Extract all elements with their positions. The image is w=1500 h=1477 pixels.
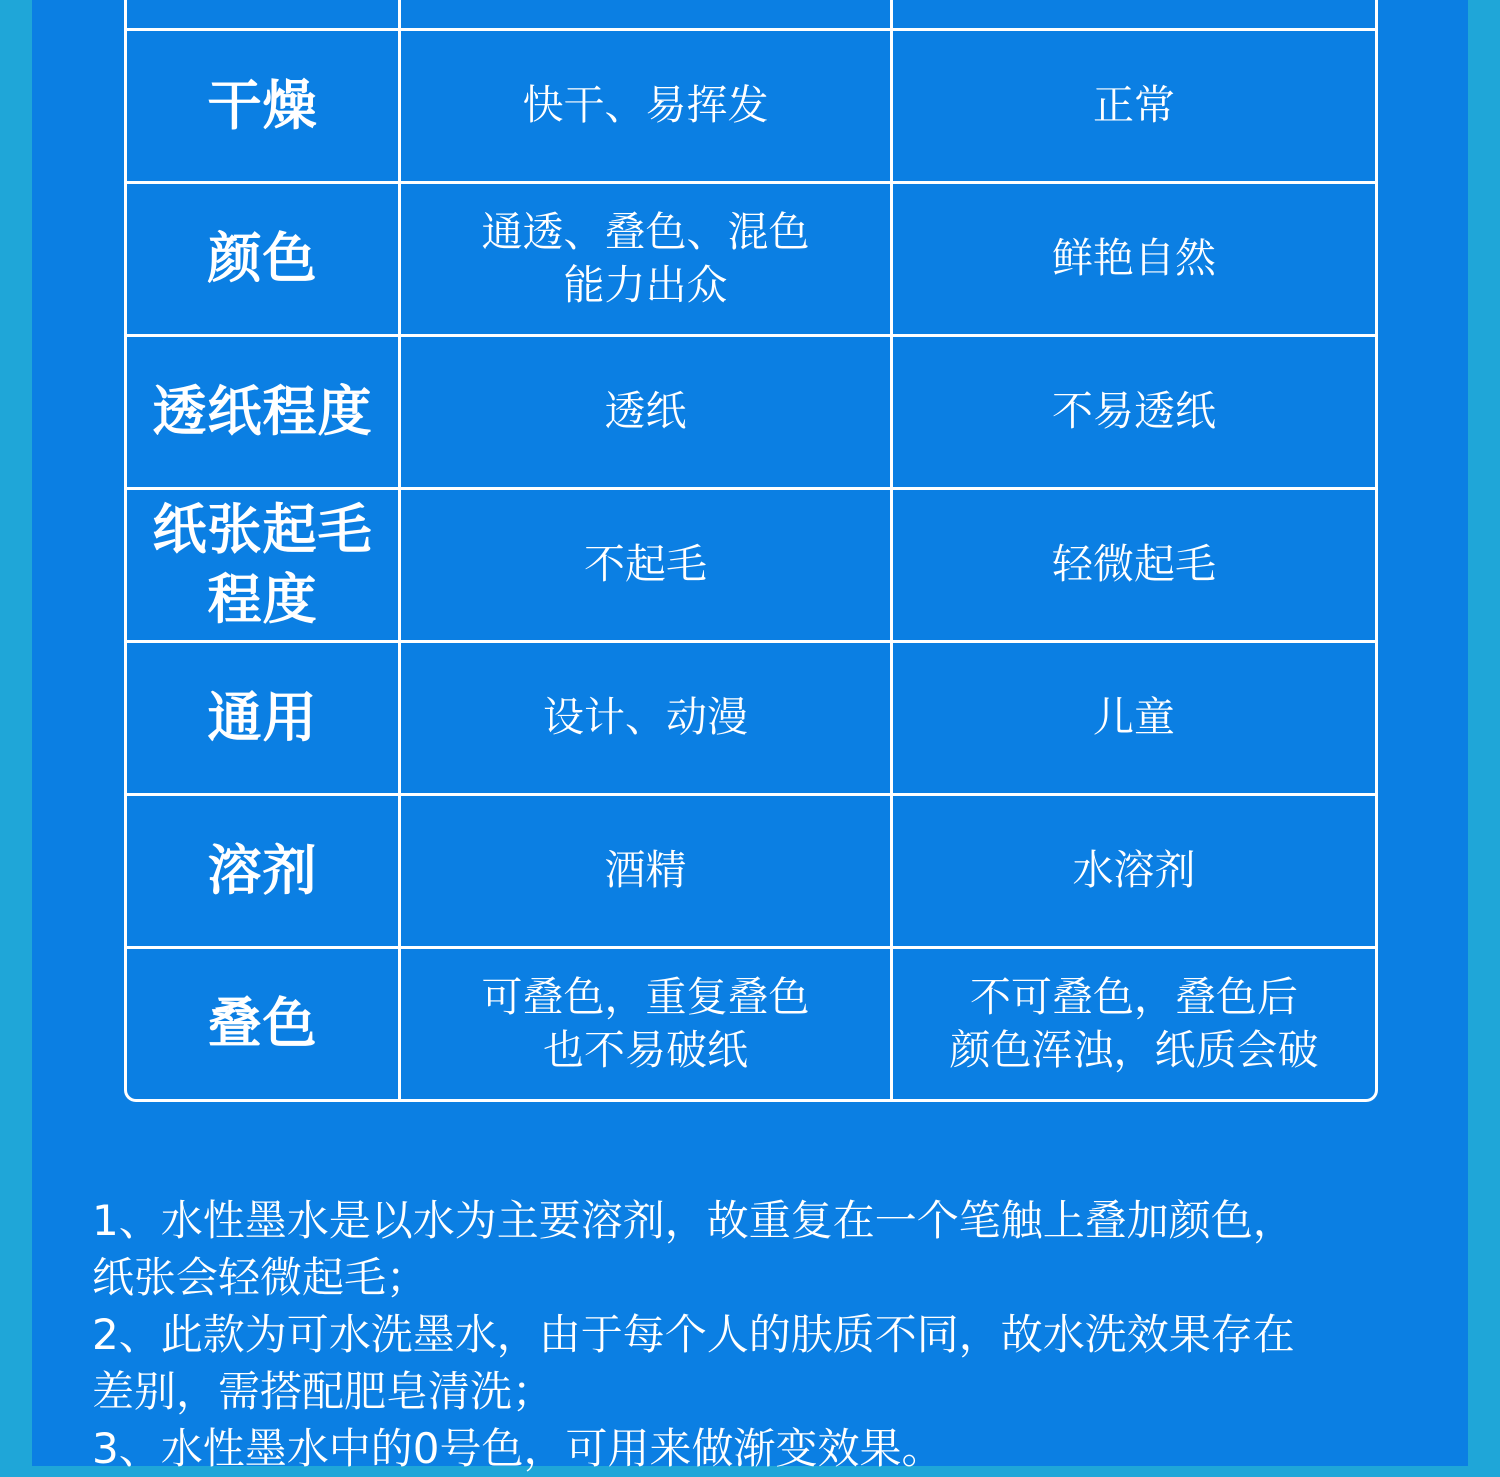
row-label-line: 纸张起毛 <box>152 497 373 561</box>
note-line: 2、此款为可水洗墨水，由于每个人的肤质不同，故水洗效果存在 <box>92 1310 1295 1359</box>
cell-water-solvent <box>893 793 1375 946</box>
note-line: 1、水性墨水是以水为主要溶剂，故重复在一个笔触上叠加颜色， <box>92 1196 1295 1245</box>
cell-line: 酒精 <box>604 846 687 895</box>
table-row-layering <box>127 946 1375 1099</box>
row-label-layering: 叠色 <box>127 946 401 1099</box>
cell-line: 鲜艳自然 <box>1052 234 1216 283</box>
cell-water-usage <box>893 640 1375 793</box>
table-cell <box>401 0 893 28</box>
table-row-bleed-through <box>127 334 1375 487</box>
table-row-color <box>127 181 1375 334</box>
cell-line: 可叠色，重复叠色 <box>481 972 810 1021</box>
row-label-paper-fuzz <box>127 487 401 640</box>
table-row-paper-fuzz <box>127 487 1375 640</box>
table-row-drying <box>127 28 1375 181</box>
table-row-usage <box>127 640 1375 793</box>
cell-line: 不起毛 <box>584 540 707 589</box>
cell-line: 能力出众 <box>563 261 728 309</box>
row-label-bleed-through: 透纸程度 <box>127 334 401 487</box>
comparison-table <box>124 0 1378 1102</box>
note-item-3 <box>92 1420 1422 1477</box>
cell-line: 透纸 <box>604 387 687 436</box>
cell-water-layering <box>893 946 1375 1099</box>
note-line: 3、水性墨水中的0号色，可用来做渐变效果。 <box>92 1424 944 1473</box>
cell-line: 快干、易挥发 <box>522 81 769 130</box>
notes-section <box>92 1192 1422 1477</box>
cell-water-paper-fuzz <box>893 487 1375 640</box>
cell-alcohol-bleed-through <box>401 334 893 487</box>
cell-line: 不可叠色，叠色后 <box>970 972 1298 1021</box>
cell-water-drying <box>893 28 1375 181</box>
note-item-2 <box>92 1306 1422 1420</box>
cell-alcohol-paper-fuzz <box>401 487 893 640</box>
row-label-color: 颜色 <box>127 181 401 334</box>
cell-line: 通透、叠色、混色 <box>481 207 810 256</box>
cell-water-color <box>893 181 1375 334</box>
cell-line: 正常 <box>1093 81 1175 130</box>
cell-alcohol-layering <box>401 946 893 1099</box>
row-label-solvent: 溶剂 <box>127 793 401 946</box>
cell-line: 设计、动漫 <box>543 693 748 742</box>
cell-alcohol-drying <box>401 28 893 181</box>
note-item-1 <box>92 1192 1422 1306</box>
cell-water-bleed-through <box>893 334 1375 487</box>
note-line: 纸张会轻微起毛； <box>92 1253 429 1302</box>
cell-line: 儿童 <box>1093 693 1175 742</box>
cell-alcohol-usage <box>401 640 893 793</box>
row-label-drying: 干燥 <box>127 28 401 181</box>
table-cell <box>127 0 401 28</box>
cell-alcohol-solvent <box>401 793 893 946</box>
table-row-cut-off <box>127 0 1375 28</box>
note-line: 差别，需搭配肥皂清洗； <box>92 1367 555 1416</box>
cell-line: 轻微起毛 <box>1052 540 1216 589</box>
row-label-usage: 通用 <box>127 640 401 793</box>
cell-line: 不易透纸 <box>1052 387 1216 436</box>
cell-line: 水溶剂 <box>1072 846 1196 895</box>
cell-alcohol-color <box>401 181 893 334</box>
table-cell <box>893 0 1375 28</box>
cell-line: 颜色浑浊，纸质会破 <box>949 1026 1319 1074</box>
table-row-solvent <box>127 793 1375 946</box>
row-label-line: 程度 <box>207 568 318 631</box>
cell-line: 也不易破纸 <box>543 1026 748 1074</box>
